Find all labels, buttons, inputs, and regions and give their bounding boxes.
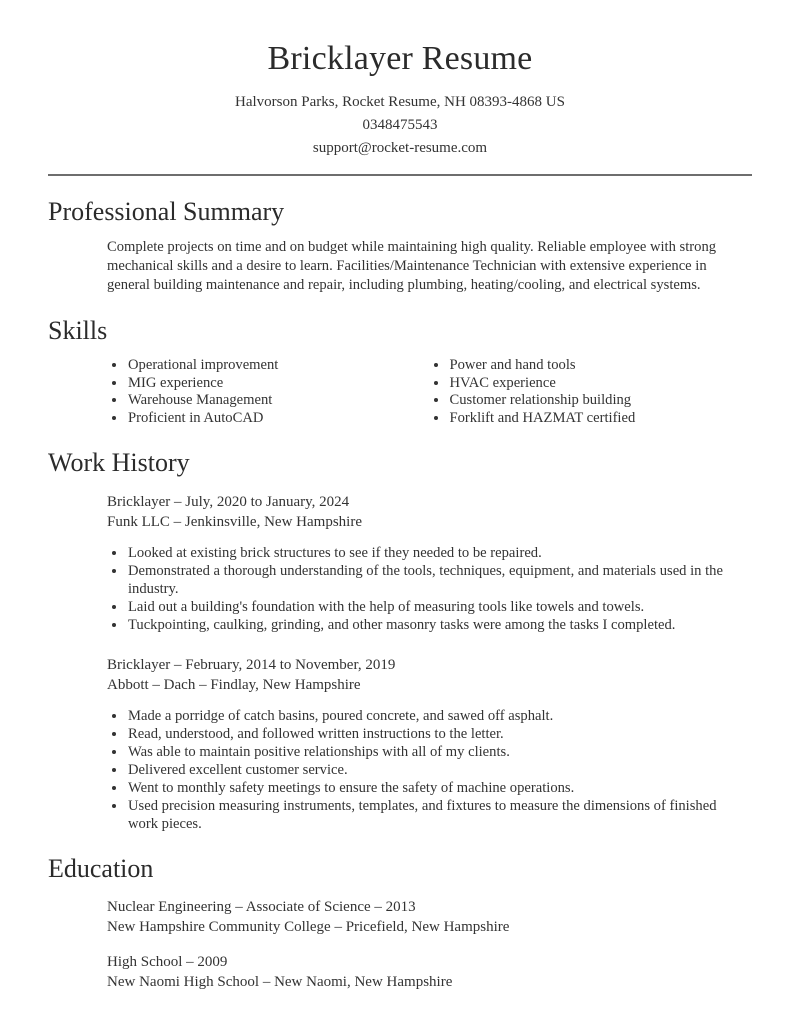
section-professional-summary [0, 197, 800, 295]
education-school: New Hampshire Community College – Pricefield, New Hampshire [107, 919, 510, 936]
job-duty: • Tuckpointing, caulking, grinding, and other masonry tasks were among the tasks I completed. [127, 616, 748, 634]
section-education [0, 854, 800, 992]
job-duty: • Laid out a building's foundation with the help of measuring tools like towels and towels. [127, 598, 748, 616]
page-title: Bricklayer Resume [267, 40, 533, 77]
education-entry [107, 897, 750, 937]
skills-heading: Skills [48, 316, 108, 345]
skills-columns [107, 357, 750, 427]
contact-phone: 0348475543 [362, 117, 438, 133]
contact-email: support@rocket-resume.com [312, 140, 488, 156]
education-degree: Nuclear Engineering – Associate of Science – 2013 [107, 899, 416, 916]
contact-address: Halvorson Parks, Rocket Resume, NH 08393-4868 US [235, 94, 565, 110]
section-skills [0, 316, 800, 427]
job-duty: • Demonstrated a thorough understanding of the tools, techniques, equipment, and materials used in the industry. [127, 562, 748, 598]
skill-item: • Warehouse Management [127, 392, 429, 410]
job-title-dates: Bricklayer – July, 2020 to January, 2024 [107, 494, 350, 511]
skills-list-left [107, 357, 429, 427]
skills-column-left [107, 357, 429, 427]
education-school: New Naomi High School – New Naomi, New Hampshire [107, 974, 453, 991]
skill-item: • Forklift and HAZMAT certified [449, 410, 751, 428]
job-entry [107, 655, 750, 833]
skill-item: • Customer relationship building [449, 392, 751, 410]
job-duty: • Used precision measuring instruments, templates, and fixtures to measure the dimensions of finished work pieces. [127, 797, 748, 833]
job-duty: • Read, understood, and followed written instructions to the letter. [127, 725, 748, 743]
skills-column-right [429, 357, 751, 427]
job-duties-list [107, 544, 748, 634]
job-duty: • Looked at existing brick structures to see if they needed to be repaired. [127, 544, 748, 562]
work-history-heading: Work History [48, 448, 190, 478]
skill-item: • Operational improvement [127, 357, 429, 375]
job-company-location: Funk LLC – Jenkinsville, New Hampshire [107, 514, 362, 531]
job-company-location: Abbott – Dach – Findlay, New Hampshire [107, 677, 361, 694]
summary-text: Complete projects on time and on budget while maintaining high quality. Reliable employee with strong mechanical skills and a desire to learn. Facilities/Maintenance Technician with extensive experience in general building maintenance and repair, including plumbing, heating/cooling, and electrical systems. [107, 239, 717, 293]
job-entry [107, 492, 750, 634]
skill-item: • MIG experience [127, 375, 429, 393]
skills-list-right [429, 357, 751, 427]
education-degree: High School – 2009 [107, 954, 228, 971]
job-duties-list [107, 707, 748, 833]
job-duty: • Delivered excellent customer service. [127, 761, 748, 779]
job-duty: • Was able to maintain positive relationships with all of my clients. [127, 743, 748, 761]
summary-heading: Professional Summary [48, 197, 285, 226]
job-title-dates: Bricklayer – February, 2014 to November, 2019 [107, 657, 396, 674]
job-duty: • Went to monthly safety meetings to ensure the safety of machine operations. [127, 779, 748, 797]
job-duty: • Made a porridge of catch basins, poured concrete, and sawed off asphalt. [127, 707, 748, 725]
skill-item: • HVAC experience [449, 375, 751, 393]
skill-item: • Proficient in AutoCAD [127, 410, 429, 428]
education-heading: Education [48, 854, 154, 884]
education-entry [107, 952, 750, 992]
header-divider [48, 174, 752, 176]
resume-header [0, 0, 800, 160]
skill-item: • Power and hand tools [449, 357, 751, 375]
section-work-history [0, 448, 800, 833]
